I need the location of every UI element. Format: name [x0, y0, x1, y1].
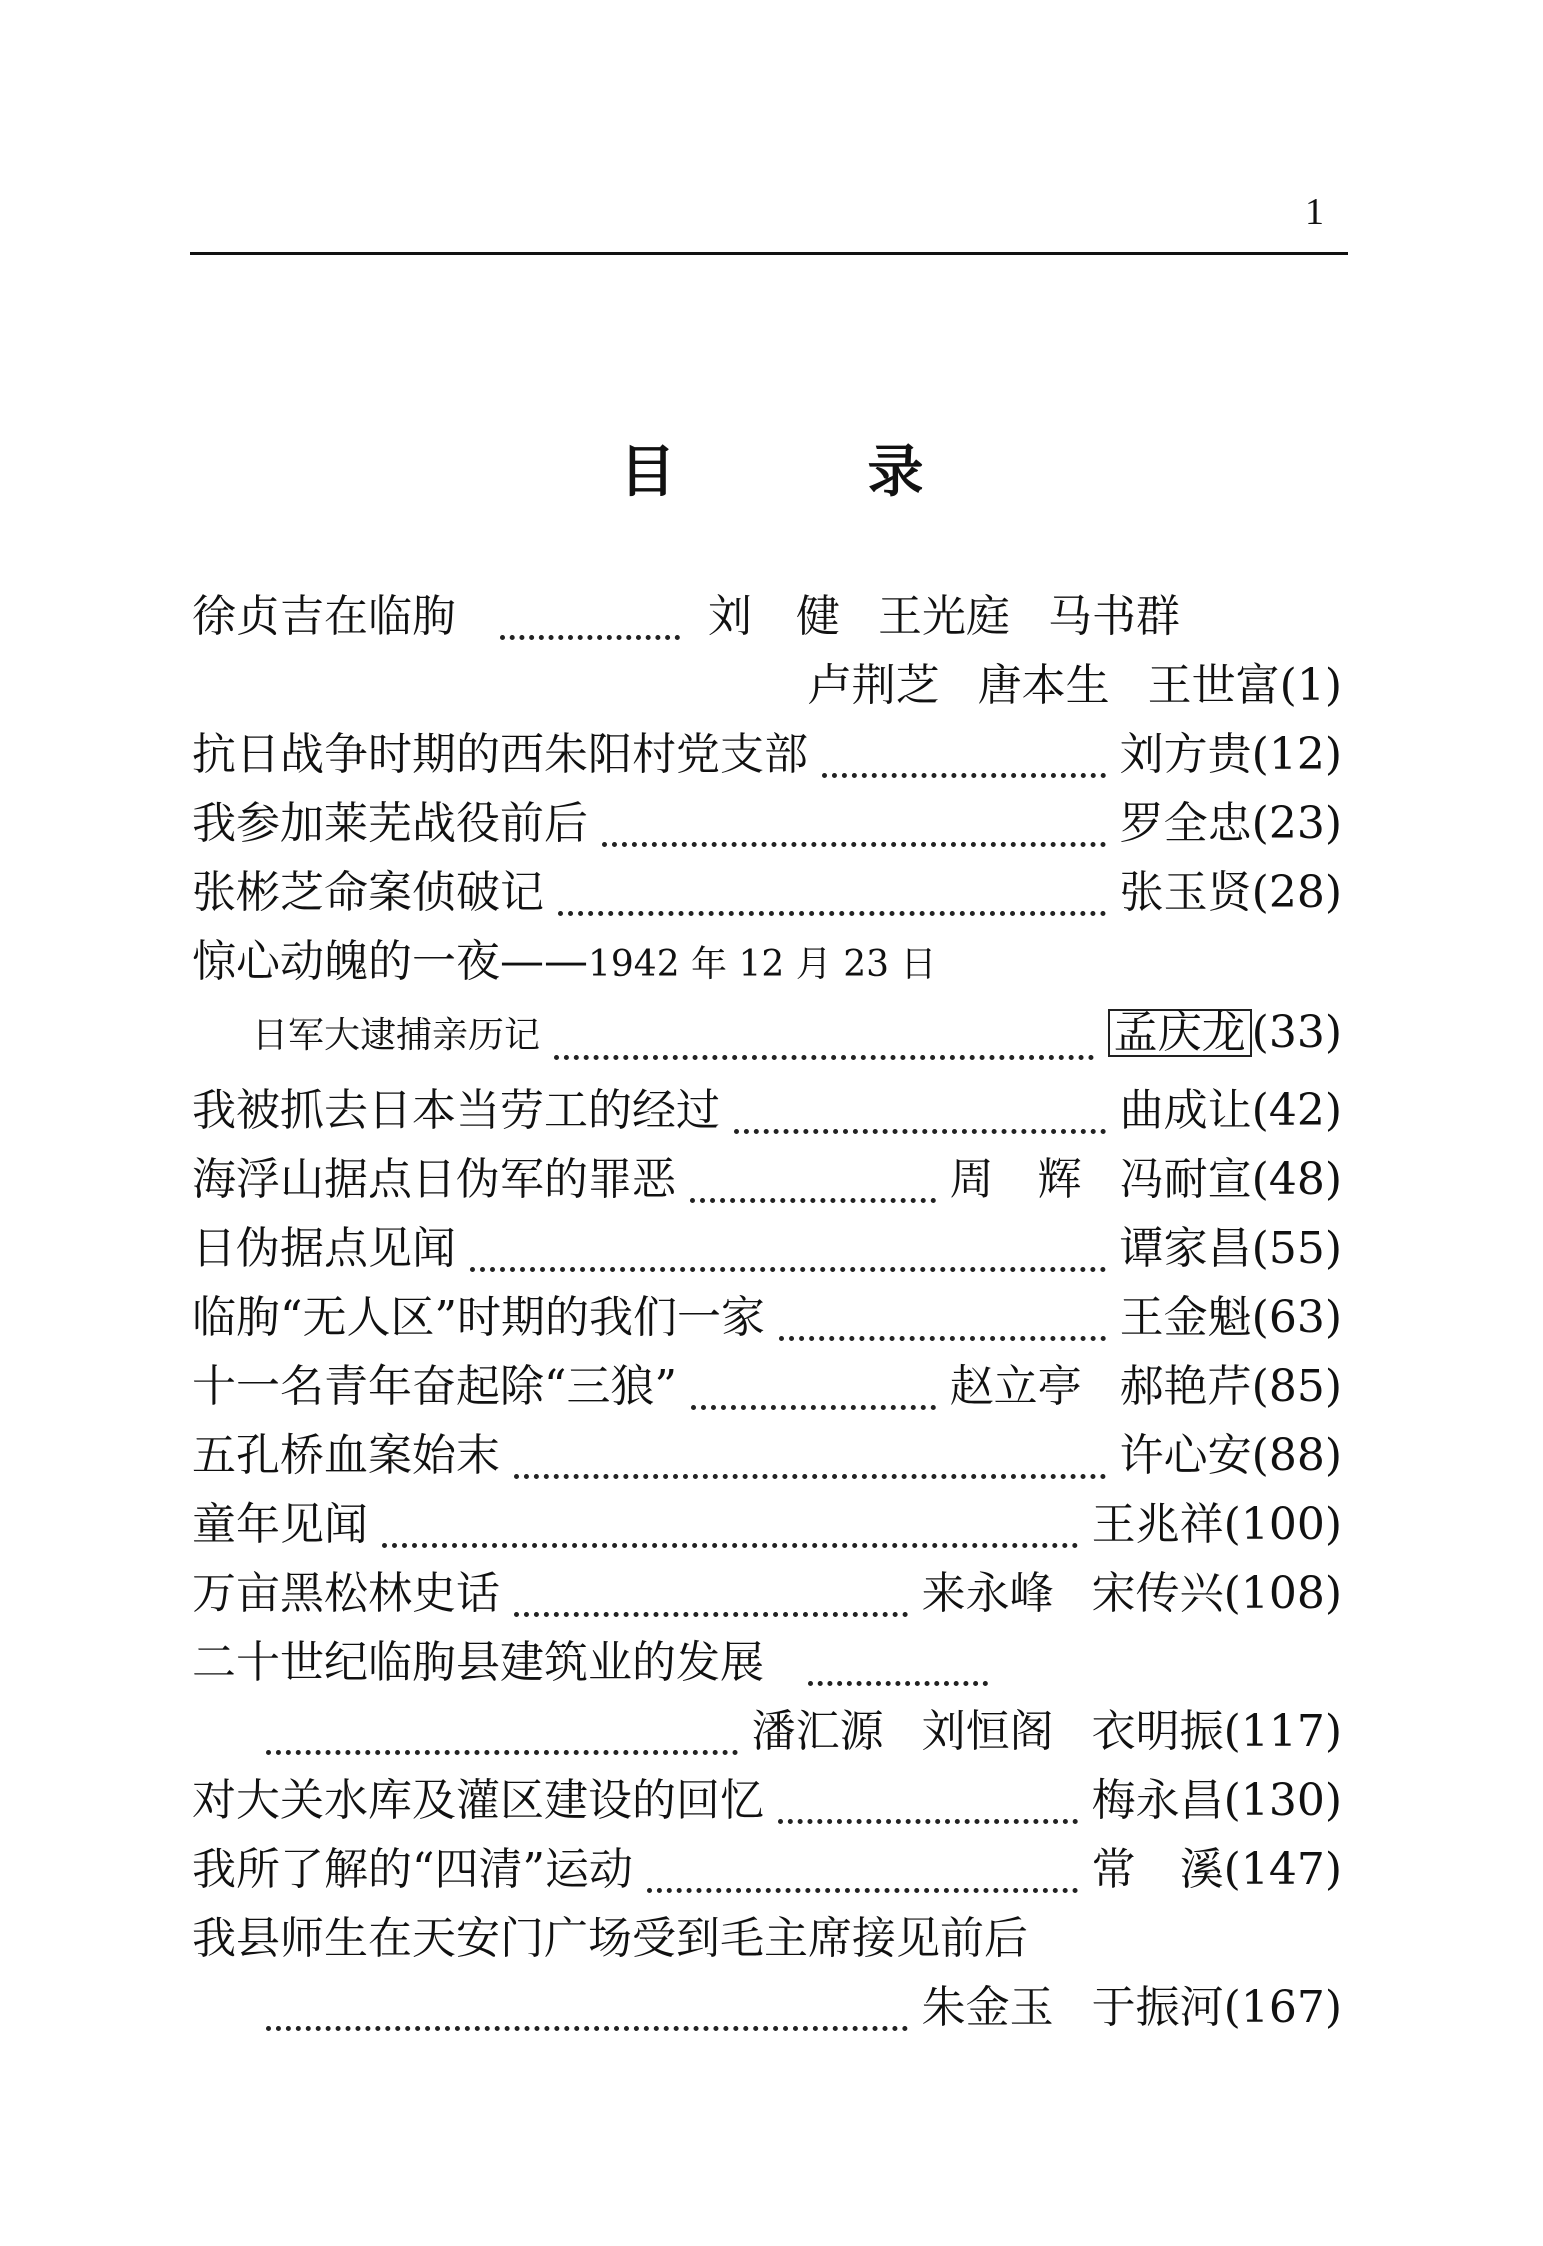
entry-authors: [921, 1982, 1224, 2033]
toc-entry[interactable]: [192, 1154, 1342, 1227]
author: 张玉贤: [1119, 867, 1252, 918]
leader-dots: [647, 1868, 1078, 1893]
author: 卢荆芝: [807, 660, 940, 711]
author: 谭家昌: [1119, 1223, 1252, 1274]
entry-authors: [1091, 1844, 1224, 1895]
page-ref: (28): [1251, 867, 1342, 918]
toc-title: 目 录: [619, 440, 992, 505]
entry-title-date: 1942 年 12 月 23 日: [588, 944, 937, 985]
author: 宋传兴: [1091, 1568, 1224, 1619]
toc-entry[interactable]: [192, 1085, 1342, 1158]
author: 刘恒阁: [921, 1706, 1054, 1757]
author: 罗全忠: [1119, 798, 1252, 849]
leader-dots: [690, 1178, 936, 1203]
page-ref: (55): [1251, 1223, 1342, 1274]
entry-authors: [1119, 1430, 1252, 1481]
entry-authors: [1119, 798, 1252, 849]
author: 朱金玉: [921, 1982, 1054, 2033]
entry-title: 万亩黑松林史话: [192, 1568, 500, 1619]
entry-authors: [1108, 1009, 1252, 1057]
entry-title: 临朐“无人区”时期的我们一家: [192, 1292, 765, 1343]
author: 唐本生: [977, 660, 1110, 711]
entry-title: 我所了解的“四清”运动: [192, 1844, 633, 1895]
entry-title: 童年见闻: [192, 1499, 368, 1550]
page-ref: (167): [1223, 1982, 1342, 2033]
author: 梅永昌: [1091, 1775, 1224, 1826]
leader-dots: [778, 1799, 1078, 1824]
entry-authors: [949, 1361, 1252, 1412]
toc-entry[interactable]: [192, 1913, 1342, 2055]
author: 马书群: [1048, 591, 1180, 642]
entry-title: 海浮山据点日伪军的罪恶: [192, 1154, 676, 1205]
toc-entry[interactable]: [192, 1499, 1342, 1572]
toc-entry[interactable]: [192, 1844, 1342, 1917]
author: 常 溪: [1091, 1844, 1224, 1895]
entry-authors: [1091, 1499, 1224, 1550]
toc-entry[interactable]: [192, 1430, 1342, 1503]
author: 王光庭: [878, 591, 1010, 642]
entry-title: 二十世纪临朐县建筑业的发展: [192, 1637, 764, 1688]
leader-dots: [470, 1247, 1106, 1272]
toc-entry[interactable]: [192, 1223, 1342, 1296]
entry-title: 五孔桥血案始末: [192, 1430, 500, 1481]
page-ref: (147): [1223, 1844, 1342, 1895]
entry-title: 十一名青年奋起除“三狼”: [192, 1361, 677, 1412]
entry-authors: [1091, 1775, 1224, 1826]
entry-title: 抗日战争时期的西朱阳村党支部: [192, 729, 808, 780]
page-ref: (63): [1251, 1292, 1342, 1343]
leader-dots: [500, 615, 680, 640]
toc-entry[interactable]: [192, 729, 1342, 802]
page-ref: (33): [1251, 1007, 1342, 1058]
page-ref: (1): [1279, 660, 1342, 711]
leader-dots: [822, 753, 1106, 778]
author: 郝艳芹: [1119, 1361, 1252, 1412]
entry-title: 我县师生在天安门广场受到毛主席接见前后: [192, 1913, 1028, 1964]
toc-entry[interactable]: [192, 1637, 1342, 1779]
toc-entry[interactable]: [192, 1775, 1342, 1848]
author: 刘方贵: [1119, 729, 1252, 780]
toc-entry[interactable]: [192, 1361, 1342, 1434]
author: 王兆祥: [1091, 1499, 1224, 1550]
leader-dots: [779, 1316, 1106, 1341]
author: 王世富: [1147, 660, 1280, 711]
leader-dots: [734, 1109, 1106, 1134]
table-of-contents: [192, 591, 1342, 2055]
page-ref: (23): [1251, 798, 1342, 849]
header-rule: [190, 252, 1348, 255]
author: 赵立亭: [949, 1361, 1082, 1412]
page-ref: (48): [1251, 1154, 1342, 1205]
entry-title: 我被抓去日本当劳工的经过: [192, 1085, 720, 1136]
leader-dots: [558, 891, 1106, 916]
entry-title: 惊心动魄的一夜——: [192, 936, 588, 987]
author: 来永峰: [921, 1568, 1054, 1619]
toc-entry[interactable]: [192, 1568, 1342, 1641]
author: 曲成让: [1119, 1085, 1252, 1136]
page-ref: (117): [1223, 1706, 1342, 1757]
toc-entry[interactable]: [192, 936, 1342, 1089]
entry-authors: [949, 1154, 1252, 1205]
leader-dots: [266, 1730, 738, 1755]
entry-title: 日伪据点见闻: [192, 1223, 456, 1274]
page-ref: (85): [1251, 1361, 1342, 1412]
entry-authors: [807, 660, 1280, 711]
entry-authors: [751, 1706, 1224, 1757]
entry-authors: [921, 1568, 1224, 1619]
author: 衣明振: [1091, 1706, 1224, 1757]
toc-entry[interactable]: [192, 591, 1342, 733]
leader-dots: [266, 2006, 908, 2031]
page-ref: (100): [1223, 1499, 1342, 1550]
leader-dots: [514, 1592, 908, 1617]
entry-authors: [1119, 1292, 1252, 1343]
entry-authors: [1119, 867, 1252, 918]
entry-title: 徐贞吉在临朐: [192, 591, 456, 642]
entry-title: 对大关水库及灌区建设的回忆: [192, 1775, 764, 1826]
entry-subtitle: 日军大逮捕亲历记: [252, 1015, 541, 1056]
toc-entry[interactable]: [192, 798, 1342, 871]
entry-authors: [1119, 1085, 1252, 1136]
leader-dots: [808, 1661, 988, 1686]
author: 刘 健: [708, 591, 840, 642]
author: 冯耐宣: [1119, 1154, 1252, 1205]
author: 王金魁: [1119, 1292, 1252, 1343]
page-ref: (12): [1251, 729, 1342, 780]
page-ref: (130): [1223, 1775, 1342, 1826]
entry-authors: [1119, 1223, 1252, 1274]
leader-dots: [602, 822, 1106, 847]
toc-entry[interactable]: [192, 867, 1342, 940]
leader-dots: [691, 1385, 936, 1410]
author: 孟庆龙: [1108, 1009, 1252, 1057]
author: 于振河: [1091, 1982, 1224, 2033]
entry-title: 我参加莱芜战役前后: [192, 798, 588, 849]
page-number: 1: [1305, 191, 1324, 233]
entry-authors: [1119, 729, 1252, 780]
page-ref: (88): [1251, 1430, 1342, 1481]
leader-dots: [382, 1523, 1078, 1548]
page-ref: (42): [1251, 1085, 1342, 1136]
author: 周 辉: [949, 1154, 1082, 1205]
entry-authors: [708, 591, 1180, 642]
author: 许心安: [1119, 1430, 1252, 1481]
author: 潘汇源: [751, 1706, 884, 1757]
leader-dots: [514, 1454, 1106, 1479]
entry-title: 张彬芝命案侦破记: [192, 867, 544, 918]
page-ref: (108): [1223, 1568, 1342, 1619]
toc-entry[interactable]: [192, 1292, 1342, 1365]
leader-dots: [554, 1035, 1094, 1060]
